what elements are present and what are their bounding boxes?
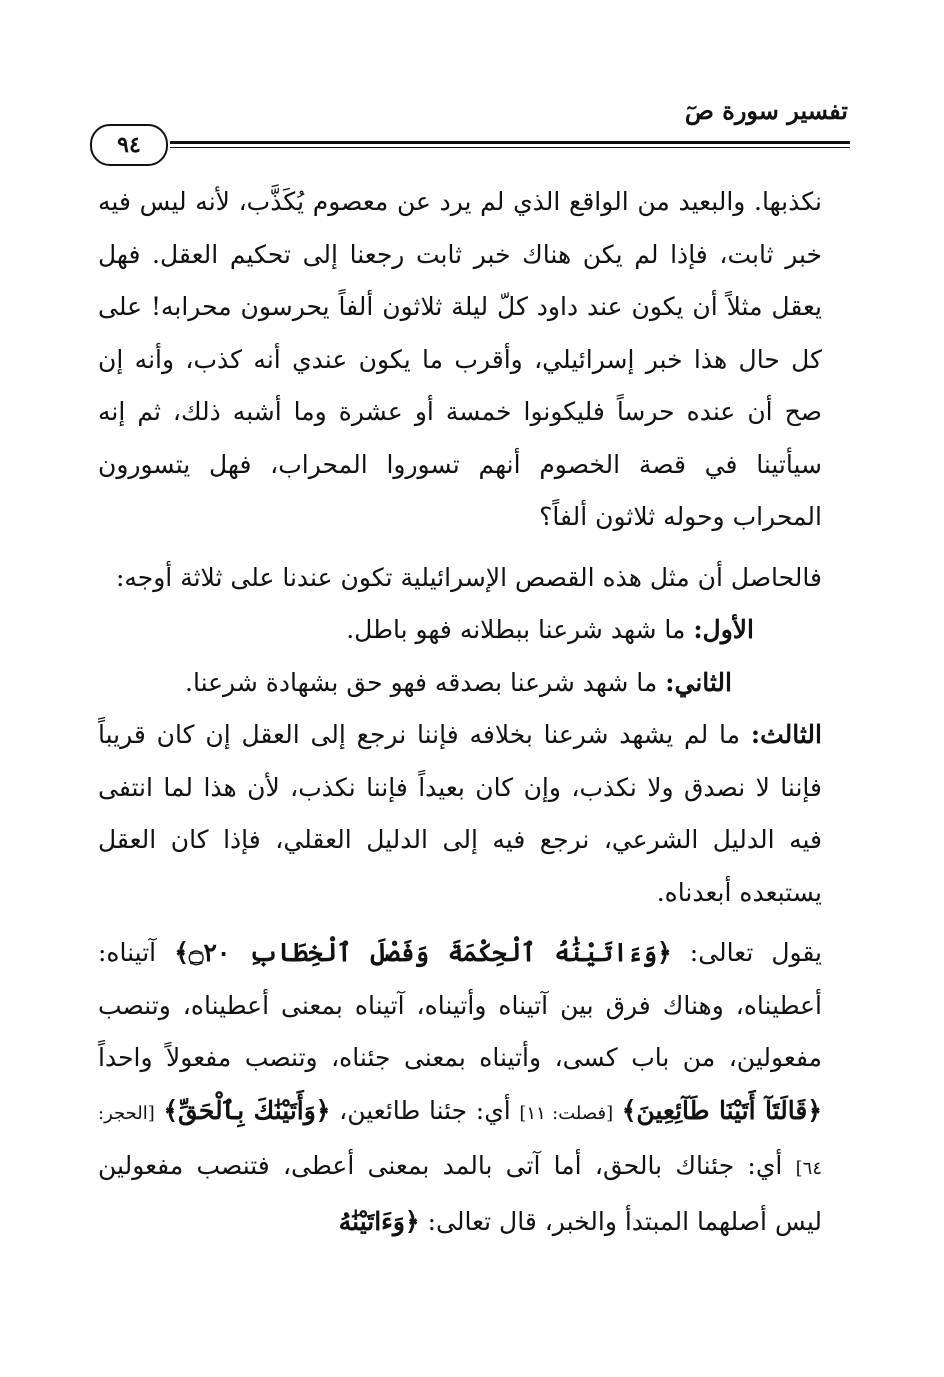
verse-citation: [الحجر: ٦٤] bbox=[98, 1102, 822, 1179]
quran-verse: ﴿قَالَتَآ أَتَيْنَا طَآئِعِينَ﴾ bbox=[621, 1095, 822, 1125]
point-text: ما شهد شرعنا بصدقه فهو حق بشهادة شرعنا. bbox=[185, 667, 658, 697]
commentary-text: آتيناه: أعطيناه، وهناك فرق بين آتيناه وأتيناه، آتيناه بمعنى أعطيناه، وتنصب مفعولين، من باب كسى، وأتيناه بمعنى جئناه، وتنصب مفعولاً واحداً bbox=[98, 938, 822, 1072]
list-item bbox=[98, 604, 754, 657]
page-body bbox=[98, 176, 822, 1248]
point-label: الأول: bbox=[693, 615, 754, 644]
point-text: ما شهد شرعنا ببطلانه فهو باطل. bbox=[346, 615, 686, 644]
paragraph: فالحاصل أن مثل هذه القصص الإسرائيلية تكون عندنا على ثلاثة أوجه: bbox=[115, 562, 822, 592]
paragraph: نكذبها. والبعيد من الواقع الذي لم يرد عن معصوم يُكَذَّب، لأنه ليس فيه خبر ثابت، فإذا لم يكن هناك خبر ثابت رجعنا إلى تحكيم العقل. فهل يعقل مثلاً أن يكون عند داود كلّ ليلة ثلاثون ألفاً يحرسون محرابه! على كل حال هذا خبر إسرائيلي، وأقرب ما يكون عندي أنه كذب، وأنه إن صح أن عنده حرساً فليكونوا خمسة أو عشرة وما أشبه ذلك، ثم إنه سيأتينا في قصة الخصوم أنهم تسوروا المحراب، فهل يتسورون المحراب وحوله ثلاثون ألفاً؟ bbox=[98, 187, 822, 531]
running-title: تفسير سورة صٓ bbox=[684, 96, 848, 125]
quran-verse: ﴿وَءَاتَيْنَٰهُ bbox=[338, 1206, 420, 1236]
commentary-text: أي: جئناك بالحق، أما آتى بالمد بمعنى أعطى، فتنصب مفعولين ليس أصلهما المبتدأ والخبر، قال تعالى: bbox=[98, 1151, 822, 1236]
commentary-text: أي: جئنا طائعين، bbox=[339, 1095, 511, 1125]
header-rule-thick bbox=[170, 141, 850, 144]
verse-citation: [فصلت: ١١] bbox=[519, 1102, 614, 1124]
header-rule bbox=[90, 122, 850, 166]
point-label: الثالث: bbox=[750, 720, 822, 749]
page-number: ٩٤ bbox=[90, 124, 168, 166]
quran-verse: ﴿وَءَاتَيْنَٰهُ ٱلْحِكْمَةَ وَفَصْلَ ٱلْخِطَابِ ۝٢٠﴾ bbox=[174, 938, 672, 967]
point-label: الثاني: bbox=[665, 667, 732, 697]
list-item bbox=[98, 709, 822, 919]
list-item bbox=[98, 657, 732, 710]
point-text: ما لم يشهد شرعنا بخلافه فإننا نرجع إلى العقل إن كان قريباً فإننا لا نصدق ولا نكذب، وإن كان بعيداً فإننا نكذب، لأن هذا لما انتفى فيه الدليل الشرعي، نرجع فيه إلى الدليل العقلي، فإذا كان العقل يستبعده أبعدناه. bbox=[98, 720, 822, 907]
commentary-paragraph bbox=[98, 927, 822, 1248]
header-rule-thin bbox=[170, 147, 850, 148]
quran-verse: ﴿وَأَتَيْنَٰكَ بِٱلْحَقِّ﴾ bbox=[163, 1095, 331, 1125]
commentary-intro: يقول تعالى: bbox=[689, 938, 823, 967]
